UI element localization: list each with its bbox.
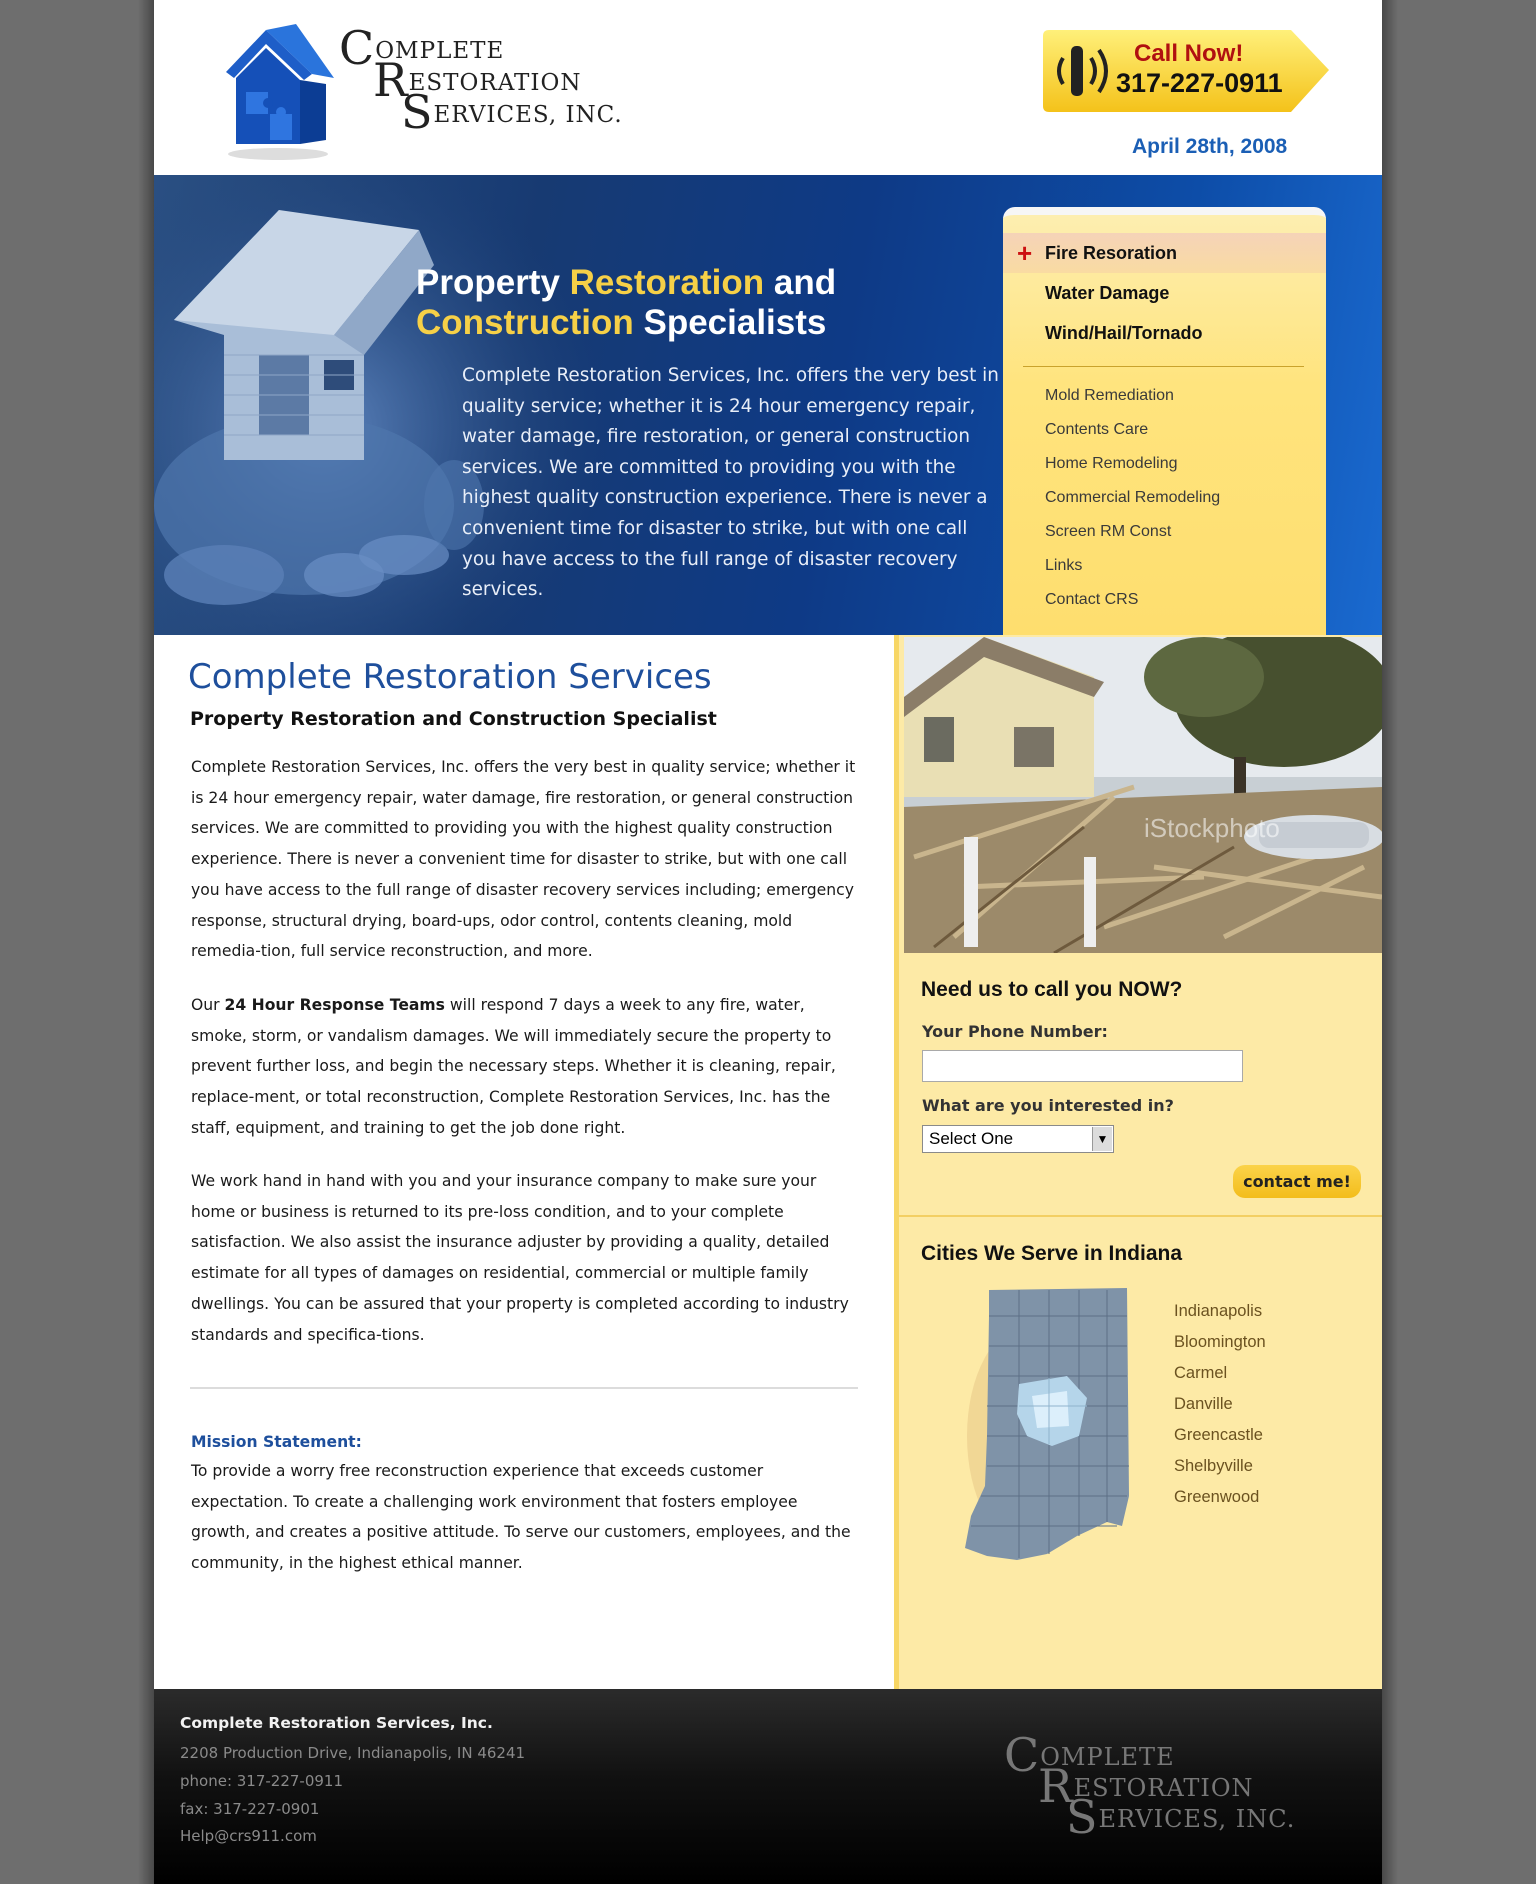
page-title: Complete Restoration Services (188, 657, 712, 697)
dropdown-arrow-icon[interactable]: ▼ (1092, 1127, 1112, 1151)
nav-item-contact-crs[interactable]: Contact CRS (1045, 591, 1139, 608)
insurance-paragraph: We work hand in hand with you and your insurance company to make sure your home or business is returned to its pre-loss condition, and to your complete satisfaction. We also assist the insurance adjuster by providing a quality, detailed estimate for all types of damages on residential, commercial or multiple family dwellings. You can be assured that your property is completed according to industry standards and specifica-tions. (191, 1172, 849, 1344)
city-link-indianapolis[interactable]: Indianapolis (1174, 1302, 1263, 1320)
photo-watermark: iStockphoto (1144, 813, 1280, 843)
phone-number-input[interactable] (922, 1050, 1243, 1082)
nav-item-contents-care[interactable]: Contents Care (1045, 421, 1149, 438)
mission-text: To provide a worry free reconstruction experience that exceeds customer expectation. To create a challenging work environment that fosters employee growth, and creates a positive attitude. To serve our customers, employees, and the community, in the highest ethical manner. (191, 1462, 851, 1573)
nav-divider (1023, 366, 1304, 367)
footer-address: 2208 Production Drive, Indianapolis, IN 46241 (180, 1744, 526, 1762)
nav-item-commercial-remodeling[interactable]: Commercial Remodeling (1045, 489, 1221, 506)
city-link-bloomington[interactable]: Bloomington (1174, 1333, 1266, 1351)
nav-item-fire-restoration[interactable]: + Fire Resoration (1003, 233, 1326, 273)
hero-description: Complete Restoration Services, Inc. offers the very best in quality service; whether it is 24 hour emergency repair, water damage, fire restoration, or general construction services. We are committed to providing you with the highest quality construction experience. There is never a convenient time for disaster to strike, but with one call you have access to the full range of disaster recovery services. (462, 365, 999, 601)
storm-damage-photo (904, 637, 1382, 953)
sidebar (894, 635, 1382, 1689)
content-divider (190, 1387, 858, 1389)
page (154, 0, 1382, 1884)
main-content (154, 635, 894, 1689)
page-subtitle: Property Restoration and Construction Specialist (190, 708, 717, 730)
page-shadow-left (138, 0, 154, 1884)
call-now-label: Call Now! (1134, 40, 1244, 67)
services-nav (1003, 207, 1326, 637)
city-link-shelbyville[interactable]: Shelbyville (1174, 1457, 1253, 1475)
city-link-greencastle[interactable]: Greencastle (1174, 1426, 1263, 1444)
nav-item-mold-remediation[interactable]: Mold Remediation (1045, 387, 1174, 404)
plus-icon: + (1017, 238, 1033, 268)
interest-select[interactable]: Select One ▼ (922, 1125, 1114, 1153)
nav-item-water-damage[interactable]: Water Damage (1045, 283, 1170, 303)
footer-company-name: Complete Restoration Services, Inc. (180, 1714, 493, 1732)
response-paragraph: Our 24 Hour Response Teams will respond 7 days a week to any fire, water, smoke, storm, or vandalism damages. We will immediately secure the property to prevent further loss, and begin the necessary steps. Whether it is cleaning, repair, replace-ment, or total reconstruction, Complete Restoration Services, Inc. has the staff, equipment, and training to get the job done right. (191, 996, 836, 1137)
nav-item-wind-hail-tornado[interactable]: Wind/Hail/Tornado (1045, 323, 1203, 343)
footer-fax: fax: 317-227-0901 (180, 1800, 320, 1818)
footer-email[interactable]: Help@crs911.com (180, 1827, 317, 1845)
nav-item-home-remodeling[interactable]: Home Remodeling (1045, 455, 1178, 472)
nav-item-links[interactable]: Links (1045, 557, 1083, 574)
cities-title: Cities We Serve in Indiana (921, 1242, 1183, 1265)
hero-title: Property Restoration and Construction Specialists (416, 263, 837, 342)
phone-label: Your Phone Number: (922, 1022, 1108, 1041)
city-link-danville[interactable]: Danville (1174, 1395, 1233, 1413)
mission-heading: Mission Statement: (191, 1433, 362, 1451)
footer-phone[interactable]: phone: 317-227-0911 (180, 1772, 344, 1790)
page-shadow-right (1382, 0, 1398, 1884)
intro-paragraph: Complete Restoration Services, Inc. offers the very best in quality service; whether it is 24 hour emergency repair, water damage, fire restoration, or general construction services. We are committed to providing you with the highest quality construction experience. There is never a convenient time for disaster to strike, but with one call you have access to the full range of disaster recovery services including; emergency response, structural drying, board-ups, odor control, contents cleaning, mold remedia-tion, full service reconstruction, and more. (191, 758, 856, 961)
city-link-carmel[interactable]: Carmel (1174, 1364, 1228, 1382)
interest-label: What are you interested in? (922, 1096, 1174, 1115)
call-now-number[interactable]: 317-227-0911 (1116, 68, 1283, 98)
current-date: April 28th, 2008 (1132, 135, 1288, 158)
footer (154, 1689, 1382, 1884)
house-puzzle-icon[interactable] (216, 22, 346, 162)
indiana-map-image (957, 1286, 1145, 1564)
contact-me-button[interactable]: contact me! (1233, 1165, 1361, 1198)
sidebar-divider (899, 1215, 1382, 1217)
header (154, 0, 1382, 175)
callback-form-title: Need us to call you NOW? (921, 978, 1183, 1001)
company-logo-text[interactable]: COMPLETE RESTORATION SERVICES, INC. (339, 21, 623, 139)
nav-item-screen-rm-const[interactable]: Screen RM Const (1045, 523, 1172, 540)
footer-logo-text: COMPLETE RESTORATION SERVICES, INC. (1004, 1728, 1296, 1844)
city-link-greenwood[interactable]: Greenwood (1174, 1488, 1260, 1506)
